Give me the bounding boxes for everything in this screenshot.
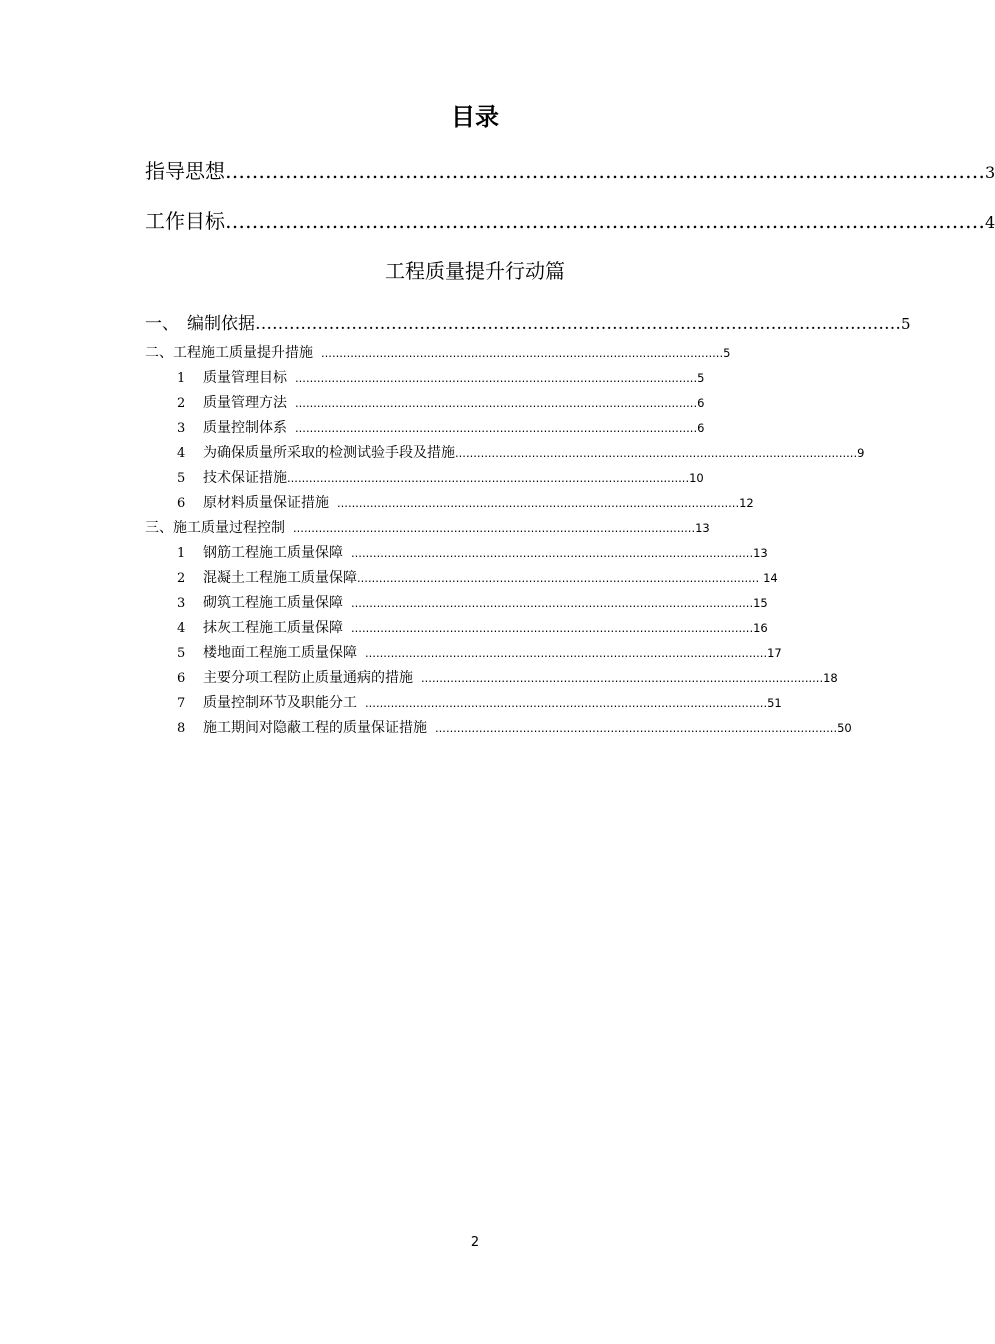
- toc-item[interactable]: [177, 542, 768, 565]
- toc-leader-dots: ..............................................................................................................: [421, 671, 824, 685]
- toc-item-number: 1: [177, 371, 186, 386]
- toc-leader-dots: ……………………………………………………………………………………………………: [225, 209, 985, 233]
- toc-entry-page: 18: [823, 671, 838, 685]
- toc-item-number: 7: [177, 696, 186, 711]
- toc-entry-label: 质量管理方法: [203, 395, 287, 411]
- toc-entry-label: 主要分项工程防止质量通病的措施: [203, 670, 413, 686]
- toc-entry-page: 14: [763, 571, 778, 585]
- toc-item[interactable]: [177, 617, 768, 640]
- toc-item-number: 5: [177, 471, 186, 486]
- toc-item-number: 5: [177, 646, 186, 661]
- toc-leader-dots: ..............................................................................................................: [351, 621, 754, 635]
- toc-title: 目录: [451, 103, 499, 131]
- toc-item-number: 3: [177, 421, 186, 436]
- toc-item[interactable]: [177, 592, 768, 615]
- toc-entry-page: 16: [753, 621, 768, 635]
- toc-item-number: 6: [177, 496, 186, 511]
- toc-entry-label: 为确保质量所采取的检测试验手段及措施: [203, 445, 455, 461]
- toc-entry-page: 12: [739, 496, 754, 510]
- toc-entry-page: 51: [767, 696, 782, 710]
- toc-entry-label: 工作目标: [145, 209, 225, 233]
- toc-entry-label: 质量控制环节及职能分工: [203, 695, 357, 711]
- toc-entry-label: 施工期间对隐蔽工程的质量保证措施: [203, 720, 427, 736]
- toc-entry-page: 17: [767, 646, 782, 660]
- toc-entry-page: 5: [901, 315, 911, 333]
- toc-entry-label: 抹灰工程施工质量保障: [203, 620, 343, 636]
- toc-entry-page: 13: [695, 521, 710, 535]
- toc-entry-label: 质量管理目标: [203, 370, 287, 386]
- toc-entry-page: 4: [985, 213, 995, 232]
- toc-entry-label: 原材料质量保证措施: [203, 495, 329, 511]
- toc-leader-dots: ..............................................................................................................: [337, 496, 740, 510]
- toc-entry-label: 技术保证措施: [203, 470, 287, 486]
- toc-leader-dots: ..............................................................................................................: [295, 421, 698, 435]
- toc-entry-label: 三、施工质量过程控制: [145, 520, 285, 536]
- toc-leader-dots: ..............................................................................................................: [365, 696, 768, 710]
- toc-item[interactable]: [177, 717, 852, 740]
- toc-entry-marker: 一、: [145, 314, 179, 334]
- toc-entry-label: 编制依据: [187, 314, 255, 334]
- toc-leader-dots: ..............................................................................................................: [321, 346, 724, 360]
- toc-leader-dots: ..............................................................................................................: [435, 721, 838, 735]
- toc-leader-dots: ..............................................................................................................: [365, 646, 768, 660]
- toc-entry-work-goals[interactable]: [145, 206, 995, 238]
- toc-entry-label: 混凝土工程施工质量保障: [203, 570, 357, 586]
- toc-leader-dots: ..............................................................................................................: [455, 446, 858, 460]
- toc-item[interactable]: [177, 467, 704, 490]
- toc-entry-page: 13: [753, 546, 768, 560]
- toc-section-two[interactable]: [145, 342, 731, 364]
- toc-item-number: 1: [177, 546, 186, 561]
- toc-leader-dots: ……………………………………………………………………………………………………: [255, 314, 901, 334]
- toc-leader-dots: ……………………………………………………………………………………………………: [225, 159, 985, 183]
- toc-item[interactable]: [177, 667, 838, 690]
- toc-item-number: 6: [177, 671, 186, 686]
- toc-section-three[interactable]: [145, 517, 710, 539]
- toc-item[interactable]: [177, 442, 865, 465]
- toc-entry-page: 6: [697, 396, 705, 410]
- toc-leader-dots: ..............................................................................................................: [295, 371, 698, 385]
- toc-item[interactable]: [177, 642, 782, 665]
- toc-entry-label: 钢筋工程施工质量保障: [203, 545, 343, 561]
- toc-entry-page: 5: [697, 371, 705, 385]
- toc-entry-label: 楼地面工程施工质量保障: [203, 645, 357, 661]
- toc-entry-compilation-basis[interactable]: [145, 311, 911, 337]
- toc-entry-page: 5: [723, 346, 731, 360]
- toc-item[interactable]: [177, 567, 778, 590]
- footer-page-number: 2: [470, 1235, 480, 1250]
- toc-entry-page: 50: [837, 721, 852, 735]
- toc-item-number: 4: [177, 621, 186, 636]
- toc-item-number: 8: [177, 721, 186, 736]
- toc-entry-guiding-ideology[interactable]: [145, 156, 995, 188]
- toc-leader-dots: ..............................................................................................................: [351, 546, 754, 560]
- toc-entry-page: 6: [697, 421, 705, 435]
- toc-leader-dots: ..............................................................................................................: [351, 596, 754, 610]
- toc-entry-label: 砌筑工程施工质量保障: [203, 595, 343, 611]
- toc-entry-page: 15: [753, 596, 768, 610]
- toc-entry-page: 9: [857, 446, 865, 460]
- toc-entry-label: 质量控制体系: [203, 420, 287, 436]
- section-heading: 工程质量提升行动篇: [385, 259, 565, 283]
- toc-item[interactable]: [177, 492, 754, 515]
- toc-entry-page: 10: [689, 471, 704, 485]
- toc-item[interactable]: [177, 692, 782, 715]
- toc-item-number: 2: [177, 396, 186, 411]
- toc-entry-label: 指导思想: [145, 159, 225, 183]
- toc-item-number: 2: [177, 571, 186, 586]
- toc-entry-page: 3: [985, 163, 995, 182]
- toc-leader-dots: ..............................................................................................................: [287, 471, 690, 485]
- toc-item-number: 3: [177, 596, 186, 611]
- toc-item[interactable]: [177, 417, 705, 440]
- toc-leader-dots: ..............................................................................................................: [357, 571, 760, 585]
- toc-leader-dots: ..............................................................................................................: [295, 396, 698, 410]
- toc-item[interactable]: [177, 367, 705, 390]
- toc-item[interactable]: [177, 392, 705, 415]
- toc-entry-label: 二、工程施工质量提升措施: [145, 345, 313, 361]
- toc-item-number: 4: [177, 446, 186, 461]
- toc-leader-dots: ..............................................................................................................: [293, 521, 696, 535]
